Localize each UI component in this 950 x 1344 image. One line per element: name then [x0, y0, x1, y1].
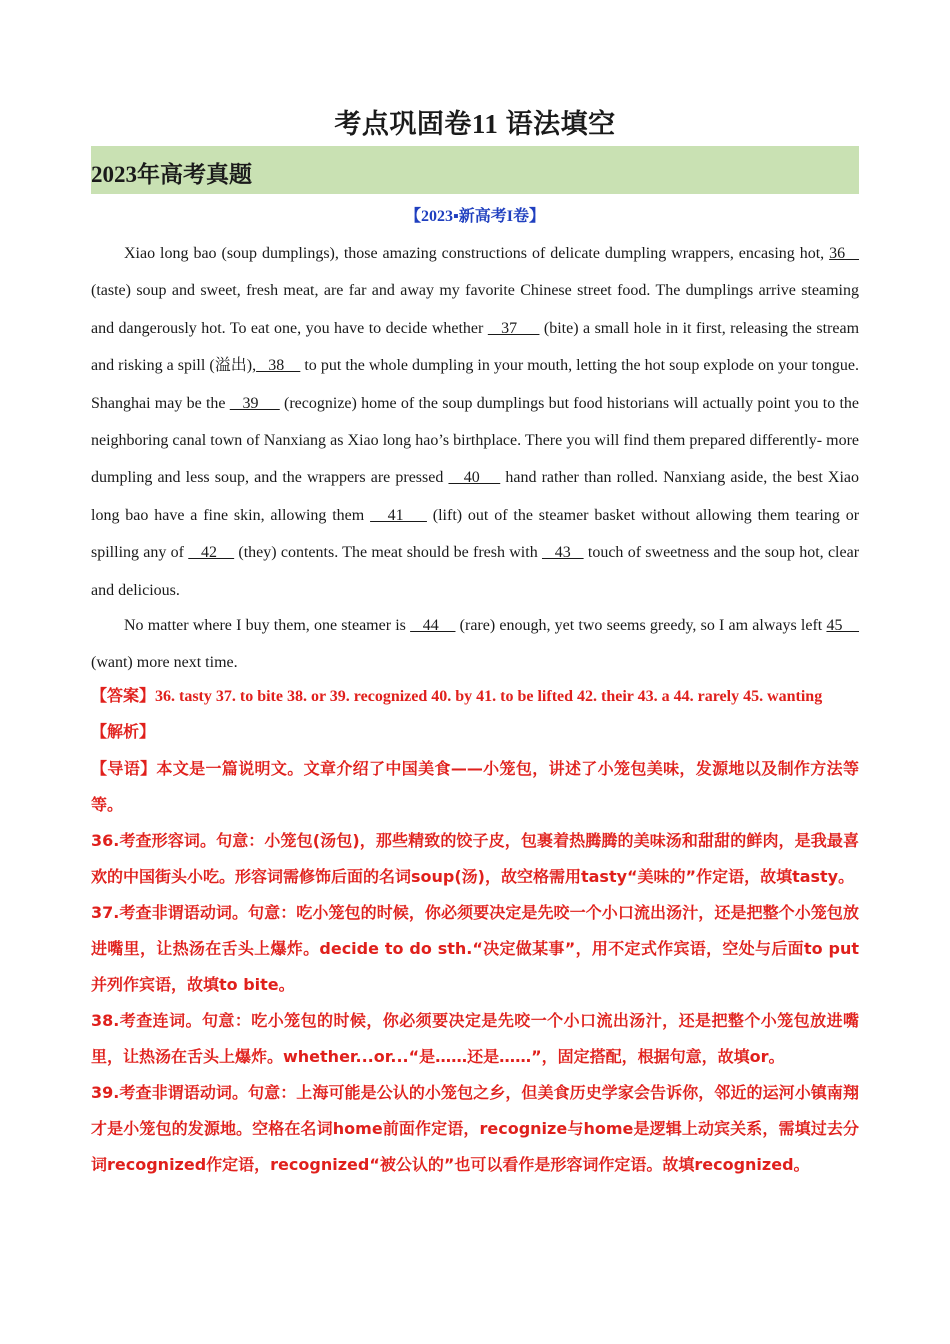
analysis-item-39: 39.考查非谓语动词。句意：上海可能是公认的小笼包之乡，但美食历史学家会告诉你，邻近的运河小镇南翔才是小笼包的发源地。空格在名词home前面作定语，recognize与home是逻辑上动宾关系，需填过去分词recognized作定语，recognized“被公认的”也可以看作是形容词作定语。故填recognized。	[91, 1083, 859, 1174]
blank-42[interactable]: 42	[188, 544, 235, 562]
reading-passage	[91, 235, 859, 682]
blank-43[interactable]: 43	[541, 544, 584, 562]
blank-39[interactable]: 39	[229, 394, 280, 412]
document-title: 考点巩固卷11 语法填空	[334, 109, 616, 139]
blank-40[interactable]: 40	[448, 469, 501, 487]
exam-source-tag: 【2023▪新高考I卷】	[405, 208, 545, 225]
blank-45[interactable]: 45	[826, 617, 860, 635]
section-heading: 2023年高考真题	[91, 162, 252, 187]
blank-36[interactable]: 36	[829, 245, 860, 262]
answer-key: 【答案】36. tasty 37. to bite 38. or 39. recognized 40. by 41. to be lifted 42. their 43. a 44. rarely 45. wanting	[91, 688, 823, 705]
blank-37[interactable]: 37	[487, 319, 540, 337]
section-banner	[91, 146, 859, 194]
analysis-item-37: 37.考查非谓语动词。句意：吃小笼包的时候，你必须要决定是先咬一个小口流出汤汁，还是把整个小笼包放进嘴里，让热汤在舌头上爆炸。decide to do sth.“决定做某事”，用不定式作宾语，空处与后面to put并列作宾语，故填to bite。	[91, 903, 859, 994]
blank-44[interactable]: 44	[410, 617, 456, 635]
passage-paragraph-2: No matter where I buy them, one steamer is 44 (rare) enough, yet two seems greedy, so I am always left 45 (want) more next time.	[91, 617, 860, 672]
passage-paragraph-1: Xiao long bao (soup dumplings), those amazing constructions of delicate dumpling wrappers, encasing hot, 36 (taste) soup and sweet, fresh meat, are far and away my favorite Chinese street food. The dumplings arrive steaming and dangerously hot. To eat one, you have to decide whether 37 (bite) a small hole in it first, releasing the stream and risking a spill (溢出), 38 to put the whole dumpling in your mouth, letting the hot soup explode on your tongue. Shanghai may be the 39 (recognize) home of the soup dumplings but food historians will actually point you to the neighboring canal town of Nanxiang as Xiao long hao’s birthplace. There you will find them prepared differently- more dumpling and less soup, and the wrappers are pressed 40 hand rather than rolled. Nanxiang aside, the best Xiao long bao have a fine skin, allowing them 41 (lift) out of the steamer basket without allowing them tearing or spilling any of 42 (they) contents. The meat should be fresh with 43 touch of sweetness and the soup hot, clear and delicious.	[91, 245, 860, 599]
analysis-intro: 【导语】本文是一篇说明文。文章介绍了中国美食——小笼包，讲述了小笼包美味，发源地以及制作方法等等。	[91, 759, 859, 814]
blank-38[interactable]: 38	[256, 357, 301, 375]
analysis-item-36: 36.考查形容词。句意：小笼包(汤包)，那些精致的饺子皮，包裹着热腾腾的美味汤和甜甜的鲜肉，是我最喜欢的中国街头小吃。形容词需修饰后面的名词soup(汤)，故空格需用tasty“美味的”作定语，故填tasty。	[91, 831, 859, 886]
analysis-label: 【解析】	[91, 724, 156, 741]
analysis-item-38: 38.考查连词。句意：吃小笼包的时候，你必须要决定是先咬一个小口流出汤汁，还是把整个小笼包放进嘴里，让热汤在舌头上爆炸。whether...or...“是……还是……”，固定搭配，根据句意，故填or。	[91, 1011, 859, 1066]
blank-41[interactable]: 41	[370, 506, 427, 524]
answer-section	[91, 679, 859, 1183]
